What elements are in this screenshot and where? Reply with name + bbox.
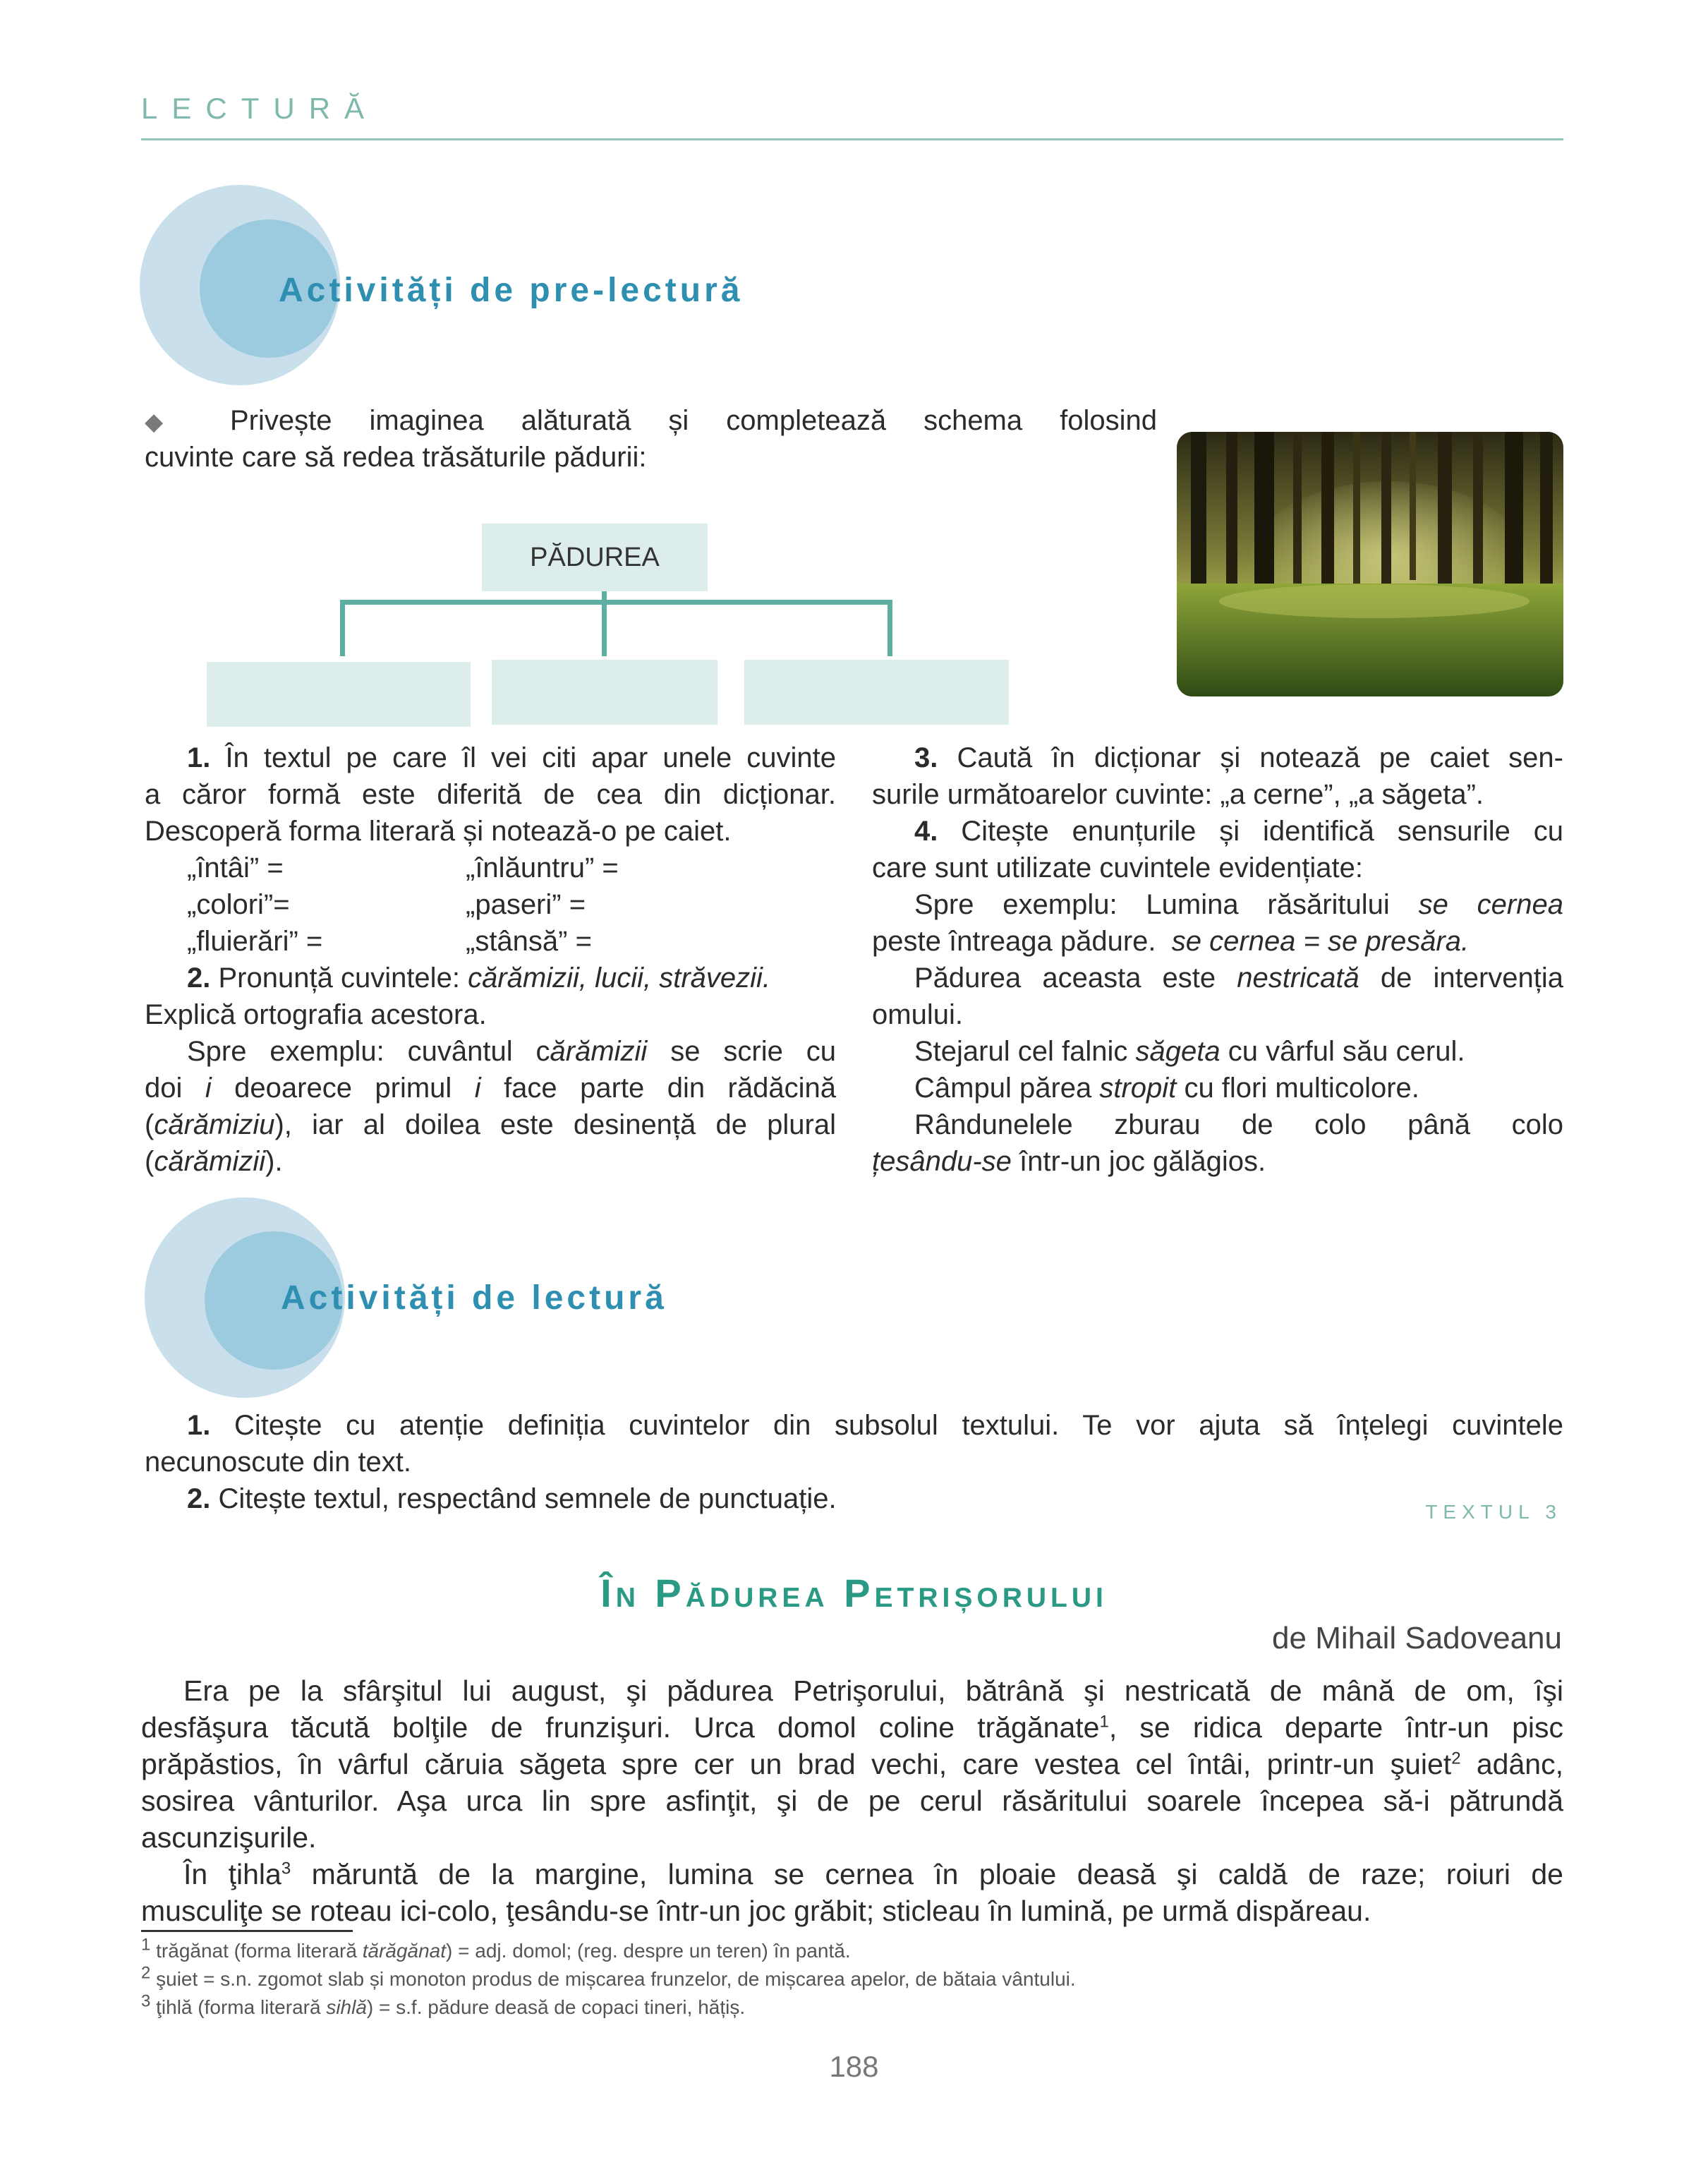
text-label: TEXTUL 3 — [1425, 1501, 1562, 1523]
footnote-ref-3[interactable]: 3 — [281, 1859, 291, 1878]
story-title: În Pădurea Petrișorului — [600, 1571, 1108, 1615]
exercise-3-4-block: 3. Caută în dicționar și notează pe caiet sen- surile următoarelor cuvinte: „a cerne”, „a săgeta”. 4. Citește enunțurile și identifică sensurile cu care sunt utilizate cuvintele evidențiate: Spre exemplu: Lumina răsăritului se cernea peste întreaga pădure. se cernea = se presăra. Pădurea aceasta este nestricată de intervenția omului. Stejarul cel falnic săgeta cu vârful său cerul. Câmpul părea stropit cu flori multicolore. Rândunelele zburau de colo până colo țesându-se într-un joc gălăgios. — [872, 742, 1563, 1177]
exercise-1-number: 1. — [187, 742, 211, 773]
exercise-1-block: 1. În textul pe care îl vei citi apar unele cuvinte a căror formă este diferită de cea din dicționar. Descoperă forma literară și notează-o pe caiet. „întâi” = „înlăuntru” = „colori”= „paseri” = „fluierări” = „stânsă” = 2. Pronunță cuvintele: cărămizii, lucii, străvezii. Explică ortografia acestora. Spre exemplu: cuvântul cărămizii se scrie cu doi i deoarece primul i face parte din rădăcină (cărămiziu), iar al doilea este desinență de plural (cărămizii). — [145, 742, 836, 1177]
diagram-connector-left — [340, 600, 345, 656]
diagram-answer-box-left[interactable] — [207, 662, 471, 727]
diagram-connector-horizontal — [340, 600, 892, 605]
footnote-item: $^1$ trăgănat (forma literară tărăgănat) = adj. domol; (reg. despre un teren) în pantă. — [141, 1935, 851, 1962]
footnote-ref-1[interactable]: 1 — [1099, 1712, 1109, 1732]
pre-reading-instruction-line1: ◆ Privește imaginea alăturată și completează schema folosind — [145, 405, 1157, 436]
diagram-root-box — [482, 524, 708, 591]
exercise-4-number: 4. — [914, 816, 938, 847]
reading-instructions: 1. Citește cu atenție definiția cuvintelor din subsolul textului. Te vor ajuta să înțelegi cuvintele necunoscute din text. 2. Citește textul, respectând semnele de punctuație. — [145, 1410, 1563, 1514]
footnotes — [141, 1937, 1563, 2022]
header-divider — [141, 138, 1563, 140]
story-author: de Mihail Sadoveanu — [1272, 1621, 1562, 1655]
reading-title: Activități de lectură — [281, 1279, 667, 1317]
footnote-ref-2[interactable]: 2 — [1451, 1749, 1461, 1768]
exercise-2-number: 2. — [187, 962, 211, 994]
footnote-item: $^2$ şuiet = s.n. zgomot slab și monoton produs de mișcarea frunzelor, de mișcarea apelor, de bătaia vântului. — [141, 1963, 1076, 1990]
diagram-connector-right — [888, 600, 892, 656]
forest-image-svg — [1177, 432, 1563, 696]
diagram-root-label: PĂDUREA — [530, 542, 660, 572]
word-pair-row: „fluierări” = „stânsă” = — [187, 926, 592, 957]
pre-reading-title: Activități de pre-lectură — [279, 272, 744, 309]
word-pair-row: „întâi” = „înlăuntru” = — [187, 852, 619, 883]
diamond-bullet-icon: ◆ — [145, 409, 193, 435]
reading-step-2-number: 2. — [187, 1483, 211, 1514]
forest-photo — [1177, 432, 1563, 696]
exercise-2-line1: 2. Pronunță cuvintele: cărămizii, lucii, străvezii. — [187, 962, 771, 994]
diagram-answer-box-center[interactable] — [492, 660, 717, 725]
word-pair-row: „colori”= „paseri” = — [187, 889, 586, 920]
pre-reading-instruction-line2: cuvinte care să redea trăsăturile pădurii: — [145, 442, 647, 473]
footnote-item: $^3$ ţihlă (forma literară sihlă) = s.f. pădure deasă de copaci tineri, hățiș. — [141, 1991, 746, 2018]
page-number: 188 — [829, 2050, 879, 2083]
reading-step-1-number: 1. — [187, 1410, 211, 1441]
diagram-answer-box-right[interactable] — [744, 660, 1009, 725]
section-header: LECTURĂ — [141, 92, 379, 125]
exercise-3-number: 3. — [914, 742, 938, 773]
story-body: Era pe la sfârşitul lui august, şi pădurea Petrişorului, bătrână şi nestricată de mână de om, îşi desfăşura tăcută bolţile de frunzişuri. Urca domol coline trăgănate$^1$, se ridica departe într-un pisc prăpăstios, în vârful căruia săgeta spre cer un brad vechi, care vestea cel întâi, printr-un şuiet$^2$ adânc, sosirea vânturilor. Aşa urca lin spre asfinţit, şi de pe cerul răsăritului soarele începea să-i pătrundă ascunzişurile. În ţihla$^3$ măruntă de la margine, lumina se cernea în ploaie deasă şi caldă de raze; roiuri de musculiţe se roteau ici-colo, ţesându-se într-un joc grăbit; sticleau în lumină, pe urmă dispăreau. — [141, 1674, 1563, 1927]
footnote-divider — [141, 1930, 353, 1932]
